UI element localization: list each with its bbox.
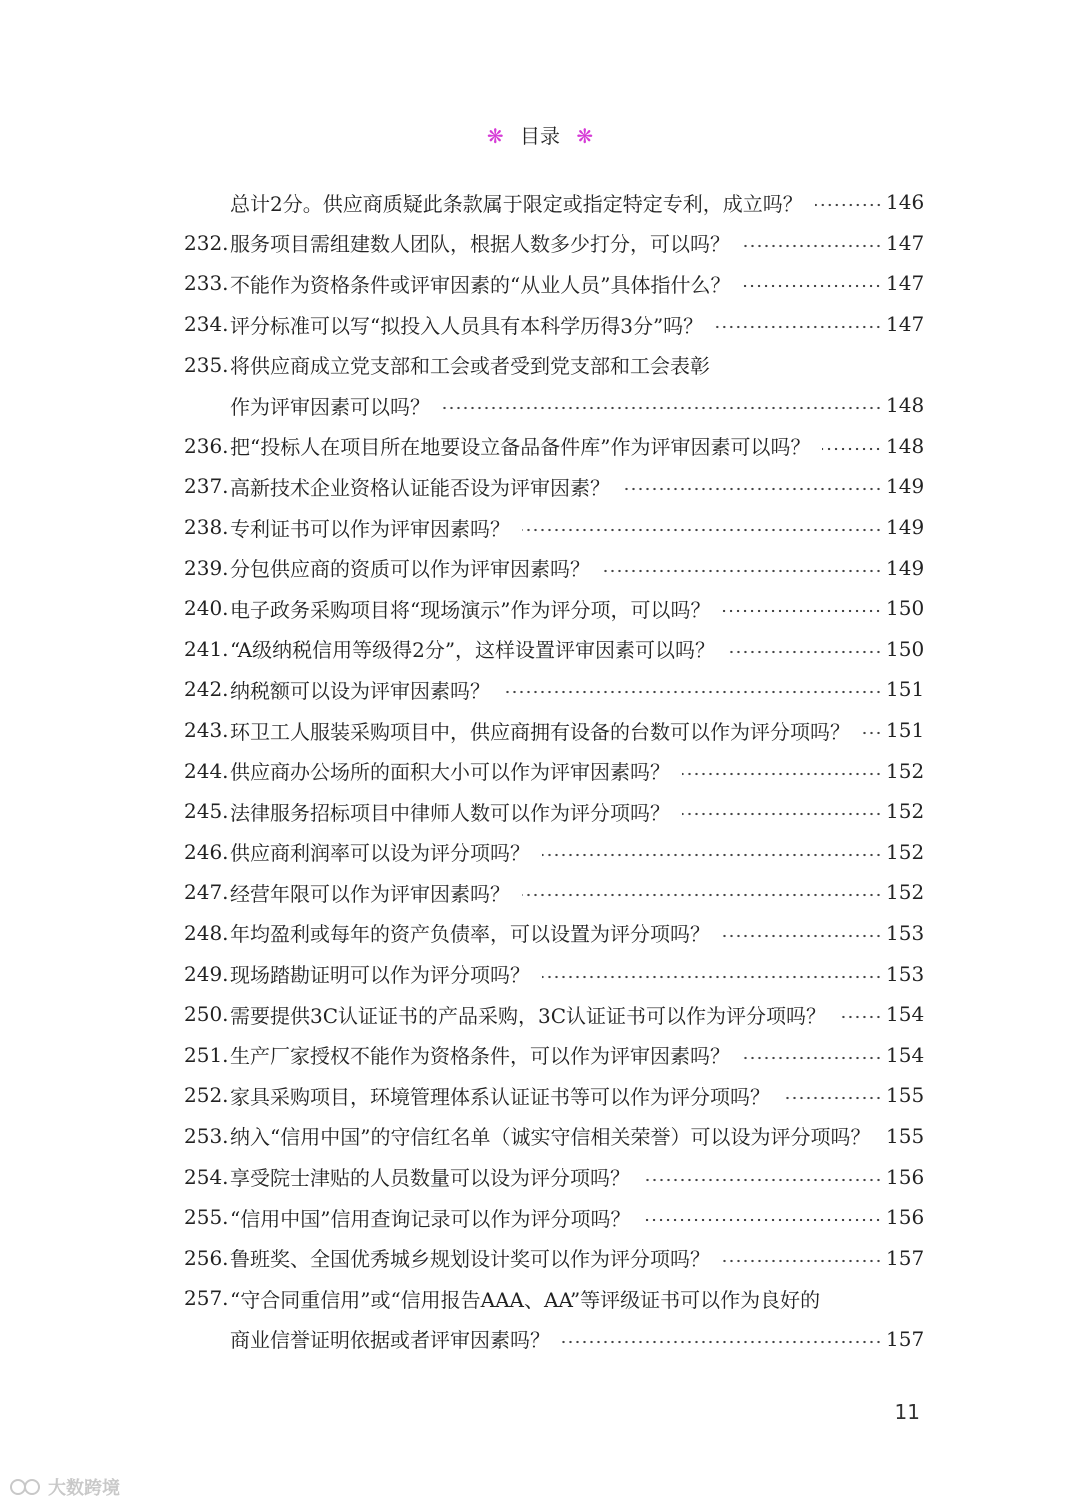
toc-entry-title: 年均盈利或每年的资产负债率，可以设置为评分项吗？ xyxy=(230,922,710,947)
toc-entry[interactable] xyxy=(184,344,922,385)
toc-entry-page: 154 xyxy=(886,1042,925,1067)
toc-dot-leader xyxy=(862,731,882,735)
toc-entry-page: 155 xyxy=(886,1083,925,1108)
toc-dot-leader xyxy=(502,690,882,694)
toc-entry-number: 243. xyxy=(184,718,229,743)
toc-entry-page: 157 xyxy=(886,1245,925,1270)
toc-entry-number: 257. xyxy=(184,1286,229,1311)
toc-entry-number: 253. xyxy=(184,1123,229,1148)
toc-entry[interactable] xyxy=(184,304,925,345)
watermark-text: 大数跨境 xyxy=(48,1478,120,1499)
toc-entry-number: 254. xyxy=(184,1164,229,1189)
toc-entry-number: 244. xyxy=(184,758,229,783)
toc-entry[interactable] xyxy=(184,588,925,629)
toc-entry[interactable] xyxy=(184,791,925,832)
toc-entry-title: 环卫工人服装采购项目中，供应商拥有设备的台数可以作为评分项吗？ xyxy=(230,719,850,744)
toc-entry[interactable] xyxy=(184,507,925,548)
toc-dot-leader xyxy=(727,650,882,654)
toc-entry-title: 将供应商成立党支部和工会或者受到党支部和工会表彰 xyxy=(230,354,710,379)
toc-dot-leader xyxy=(815,203,882,207)
toc-entry-number: 234. xyxy=(184,312,229,337)
toc-entry-page: 146 xyxy=(886,190,925,215)
toc-entry-page: 151 xyxy=(886,718,925,743)
toc-entry-number: 246. xyxy=(184,839,229,864)
toc-dot-leader xyxy=(642,1178,882,1182)
toc-entry-page: 156 xyxy=(886,1205,925,1230)
toc-entry[interactable] xyxy=(184,832,925,873)
toc-entry-page: 147 xyxy=(886,271,925,296)
toc-entry[interactable] xyxy=(184,750,925,791)
toc-entry-title: 供应商办公场所的面积大小可以作为评审因素吗？ xyxy=(230,760,670,785)
toc-dot-leader xyxy=(522,528,882,532)
toc-entry[interactable] xyxy=(184,1278,922,1319)
toc-dot-leader xyxy=(682,772,882,776)
toc-entry[interactable] xyxy=(184,872,925,913)
toc-entry[interactable] xyxy=(184,1075,925,1116)
toc-entry[interactable] xyxy=(184,385,925,426)
toc-entry-title: 法律服务招标项目中律师人数可以作为评分项吗？ xyxy=(230,800,670,825)
toc-entry[interactable] xyxy=(184,994,925,1035)
toc-dot-leader xyxy=(542,853,882,857)
toc-entry-page: 152 xyxy=(886,839,925,864)
toc-entry-number: 245. xyxy=(184,799,229,824)
toc-entry-title: 高新技术企业资格认证能否设为评审因素？ xyxy=(230,475,610,500)
toc-entry-page: 156 xyxy=(886,1164,925,1189)
star-right-icon: ❋ xyxy=(576,124,594,148)
toc-entry-number: 237. xyxy=(184,474,229,499)
toc-entry-page: 148 xyxy=(886,433,925,458)
toc-entry-number: 248. xyxy=(184,920,229,945)
toc-entry-title: 总计2分。供应商质疑此条款属于限定或指定特定专利，成立吗？ xyxy=(230,191,803,216)
watermark-logo-icon xyxy=(10,1476,44,1498)
toc-entry-title: 经营年限可以作为评审因素吗？ xyxy=(230,881,510,906)
toc-entry-page: 153 xyxy=(886,920,925,945)
toc-dot-leader xyxy=(822,447,882,451)
toc-entry[interactable] xyxy=(184,263,925,304)
toc-entry[interactable] xyxy=(184,1116,925,1157)
toc-entry-title: 商业信誉证明依据或者评审因素吗？ xyxy=(230,1328,550,1353)
toc-entry-title: 分包供应商的资质可以作为评审因素吗？ xyxy=(230,557,590,582)
toc-entry-page: 153 xyxy=(886,961,925,986)
toc-entry-title: “信用中国”信用查询记录可以作为评分项吗？ xyxy=(230,1206,631,1231)
toc-entry-number: 233. xyxy=(184,271,229,296)
toc-entry-title: “A级纳税信用等级得2分”，这样设置评审因素可以吗？ xyxy=(230,638,716,663)
toc-entry[interactable] xyxy=(184,426,925,467)
toc-entry-number: 251. xyxy=(184,1042,229,1067)
toc-dot-leader xyxy=(838,1015,882,1019)
toc-entry-page: 154 xyxy=(886,1002,925,1027)
toc-entry-page: 147 xyxy=(886,230,925,255)
toc-entry[interactable] xyxy=(184,1237,925,1278)
toc-entry-title: 评分标准可以写“拟投入人员具有本科学历得3分”吗？ xyxy=(230,313,704,338)
toc-entry-page: 149 xyxy=(886,555,925,580)
toc-entry[interactable] xyxy=(184,1156,925,1197)
toc-dot-leader xyxy=(742,1056,882,1060)
toc-entry-title: 鲁班奖、全国优秀城乡规划设计奖可以作为评分项吗？ xyxy=(230,1247,710,1272)
toc-list xyxy=(184,182,925,1359)
toc-entry-page: 149 xyxy=(886,474,925,499)
star-left-icon: ❋ xyxy=(486,124,504,148)
toc-entry-title: 现场踏勘证明可以作为评分项吗？ xyxy=(230,963,530,988)
toc-entry[interactable] xyxy=(184,1197,925,1238)
toc-entry[interactable] xyxy=(184,466,925,507)
toc-entry[interactable] xyxy=(184,913,925,954)
toc-entry-page: 150 xyxy=(886,596,925,621)
toc-entry[interactable] xyxy=(184,547,925,588)
toc-dot-leader xyxy=(682,812,882,816)
toc-entry-title: 需要提供3C认证证书的产品采购，3C认证证书可以作为评分项吗？ xyxy=(230,1003,827,1028)
toc-title: 目录 xyxy=(520,124,560,148)
toc-entry[interactable] xyxy=(184,1034,925,1075)
toc-entry-number: 247. xyxy=(184,880,229,905)
toc-dot-leader xyxy=(722,934,882,938)
toc-entry-title: 纳税额可以设为评审因素吗？ xyxy=(230,678,490,703)
toc-entry-title: 作为评审因素可以吗？ xyxy=(230,394,430,419)
watermark xyxy=(10,1474,120,1500)
toc-entry-title: 生产厂家授权不能作为资格条件，可以作为评审因素吗？ xyxy=(230,1044,730,1069)
toc-entry-title: 把“投标人在项目所在地要设立备品备件库”作为评审因素可以吗？ xyxy=(230,435,811,460)
toc-entry-title: 享受院士津贴的人员数量可以设为评分项吗？ xyxy=(230,1166,630,1191)
toc-entry-page: 155 xyxy=(886,1123,925,1148)
toc-dot-leader xyxy=(562,1340,882,1344)
toc-entry[interactable] xyxy=(184,182,925,223)
toc-entry-title: 不能作为资格条件或评审因素的“从业人员”具体指什么？ xyxy=(230,272,731,297)
toc-entry-number: 250. xyxy=(184,1002,229,1027)
toc-entry[interactable] xyxy=(184,710,925,751)
toc-header xyxy=(0,122,1080,150)
toc-entry-title: 家具采购项目，环境管理体系认证证书等可以作为评分项吗？ xyxy=(230,1084,770,1109)
toc-entry-page: 152 xyxy=(886,758,925,783)
toc-entry-page: 148 xyxy=(886,393,925,418)
toc-entry-number: 256. xyxy=(184,1245,229,1270)
toc-entry[interactable] xyxy=(184,629,925,670)
toc-dot-leader xyxy=(542,975,882,979)
toc-dot-leader xyxy=(782,1096,882,1100)
toc-entry-number: 249. xyxy=(184,961,229,986)
toc-entry-title: 纳入“信用中国”的守信红名单（诚实守信相关荣誉）可以设为评分项吗？ xyxy=(230,1125,870,1150)
toc-dot-leader xyxy=(442,406,882,410)
toc-entry-number: 232. xyxy=(184,230,229,255)
toc-dot-leader xyxy=(715,325,882,329)
toc-entry-page: 152 xyxy=(886,799,925,824)
toc-entry-title: “守合同重信用”或“信用报告AAA、AA”等评级证书可以作为良好的 xyxy=(230,1287,821,1312)
toc-entry-page: 157 xyxy=(886,1326,925,1351)
toc-entry[interactable] xyxy=(184,1319,925,1360)
toc-entry-title: 专利证书可以作为评审因素吗？ xyxy=(230,516,510,541)
toc-entry[interactable] xyxy=(184,953,925,994)
toc-entry[interactable] xyxy=(184,223,925,264)
toc-dot-leader xyxy=(602,569,882,573)
toc-entry-number: 255. xyxy=(184,1205,229,1230)
toc-entry-number: 240. xyxy=(184,596,229,621)
toc-entry-page: 151 xyxy=(886,677,925,702)
toc-entry-title: 服务项目需组建数人团队，根据人数多少打分，可以吗？ xyxy=(230,232,730,257)
toc-dot-leader xyxy=(642,1218,882,1222)
toc-dot-leader xyxy=(722,1259,882,1263)
toc-entry-page: 147 xyxy=(886,312,925,337)
toc-entry-number: 242. xyxy=(184,677,229,702)
page-number: 11 xyxy=(894,1400,920,1424)
toc-entry-number: 252. xyxy=(184,1083,229,1108)
toc-entry-page: 149 xyxy=(886,515,925,540)
toc-entry-title: 电子政务采购项目将“现场演示”作为评分项，可以吗？ xyxy=(230,597,711,622)
toc-entry[interactable] xyxy=(184,669,925,710)
toc-entry-number: 236. xyxy=(184,433,229,458)
toc-entry-page: 150 xyxy=(886,636,925,661)
toc-entry-number: 235. xyxy=(184,352,229,377)
toc-entry-number: 241. xyxy=(184,636,229,661)
toc-dot-leader xyxy=(722,609,882,613)
toc-dot-leader xyxy=(522,893,882,897)
toc-entry-number: 238. xyxy=(184,515,229,540)
toc-dot-leader xyxy=(742,284,882,288)
toc-dot-leader xyxy=(742,244,882,248)
toc-entry-number: 239. xyxy=(184,555,229,580)
toc-entry-title: 供应商利润率可以设为评分项吗？ xyxy=(230,841,530,866)
toc-dot-leader xyxy=(622,487,882,491)
toc-entry-page: 152 xyxy=(886,880,925,905)
